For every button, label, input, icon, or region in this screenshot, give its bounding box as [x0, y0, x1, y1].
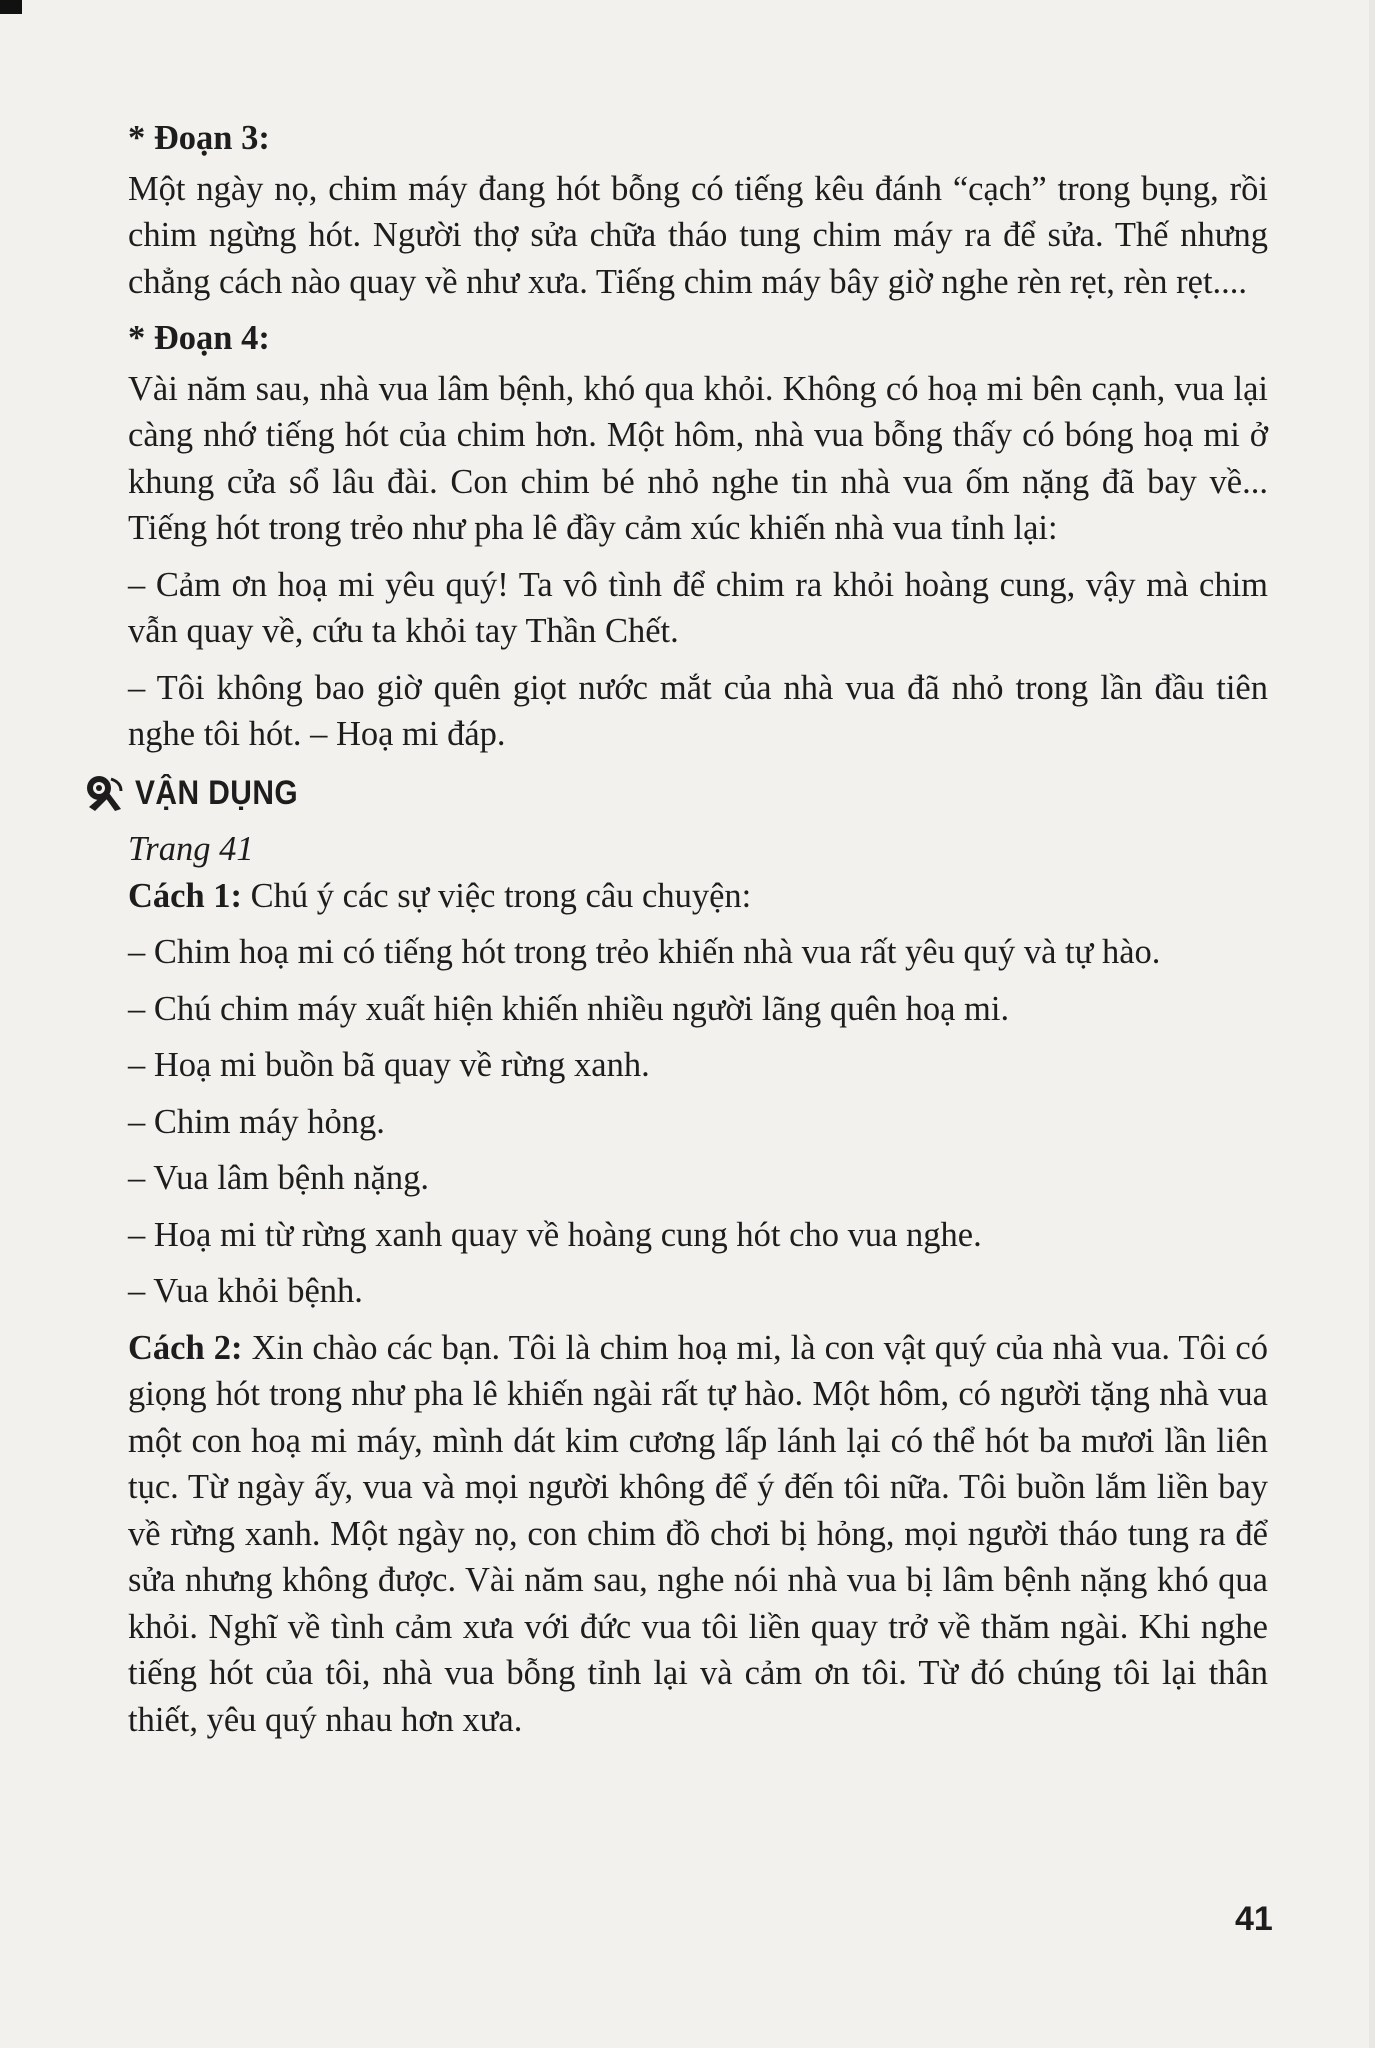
doan4-heading: * Đoạn 4: — [128, 319, 270, 357]
cach2-text — [128, 1325, 1268, 1744]
doan3-text: Một ngày nọ, chim máy đang hót bỗng có tiếng kêu đánh “cạch” trong bụng, rồi chim ngừng hót. Người thợ sửa chữa tháo tung chim máy ra để sửa. Thế nhưng chẳng cách nào quay về như xưa. Tiếng chim máy bây giờ nghe rèn rẹt, rèn rẹt.... — [128, 169, 1268, 301]
page-content — [128, 115, 1268, 1747]
cach2-label: Cách 2: — [128, 1328, 243, 1367]
cach1-item: – Chim hoạ mi có tiếng hót trong trẻo khiến nhà vua rất yêu quý và tự hào. — [128, 933, 1161, 971]
doan4-text: Vài năm sau, nhà vua lâm bệnh, khó qua khỏi. Không có hoạ mi bên cạnh, vua lại càng nhớ tiếng hót của chim hơn. Một hôm, nhà vua bỗng thấy có bóng hoạ mi ở khung cửa sổ lâu đài. Con chim bé nhỏ nghe tin nhà vua ốm nặng đã bay về... Tiếng hót trong trẻo như pha lê đầy cảm xúc khiến nhà vua tỉnh lại: — [128, 369, 1268, 547]
cach1-item: – Hoạ mi buồn bã quay về rừng xanh. — [128, 1046, 650, 1084]
apply-section-icon — [83, 773, 125, 813]
page-reference: Trang 41 — [128, 830, 254, 868]
doan4-dialogue-1: – Cảm ơn hoạ mi yêu quý! Ta vô tình để chim ra khỏi hoàng cung, vậy mà chim vẫn quay về, cứu ta khỏi tay Thần Chết. — [128, 565, 1268, 650]
cach1-item: – Vua lâm bệnh nặng. — [128, 1159, 430, 1197]
doan3-heading: * Đoạn 3: — [128, 119, 270, 157]
section-title: VẬN DỤNG — [135, 773, 299, 812]
corner-mark — [0, 0, 22, 14]
cach1-intro-text: Chú ý các sự việc trong câu chuyện: — [242, 876, 752, 915]
cach1-item: – Chim máy hỏng. — [128, 1102, 385, 1141]
cach1-intro — [128, 873, 1268, 920]
page-edge — [1369, 0, 1375, 2048]
doan4-dialogue-2: – Tôi không bao giờ quên giọt nước mắt của nhà vua đã nhỏ trong lần đầu tiên nghe tôi hót. – Hoạ mi đáp. — [128, 668, 1268, 753]
cach1-item: – Hoạ mi từ rừng xanh quay về hoàng cung hót cho vua nghe. — [128, 1215, 982, 1254]
section-heading — [83, 770, 1268, 817]
cach1-label: Cách 1: — [128, 876, 243, 915]
cach1-item: – Chú chim máy xuất hiện khiến nhiều người lãng quên hoạ mi. — [128, 989, 1010, 1028]
page-number: 41 — [1235, 1900, 1273, 1938]
cach1-item: – Vua khỏi bệnh. — [128, 1272, 363, 1310]
cach2-body: Xin chào các bạn. Tôi là chim hoạ mi, là con vật quý của nhà vua. Tôi có giọng hót trong như pha lê khiến ngài rất tự hào. Một hôm, có người tặng nhà vua một con hoạ mi máy, mình dát kim cương lấp lánh lại có thể hót ba mươi lần liên tục. Từ ngày ấy, vua và mọi người không để ý đến tôi nữa. Tôi buồn lắm liền bay về rừng xanh. Một ngày nọ, con chim đồ chơi bị hỏng, mọi người tháo tung ra để sửa nhưng không được. Vài năm sau, nghe nói nhà vua bị lâm bệnh nặng khó qua khỏi. Nghĩ về tình cảm xưa với đức vua tôi liền quay trở về thăm ngài. Khi nghe tiếng hót của tôi, nhà vua bỗng tỉnh lại và cảm ơn tôi. Từ đó chúng tôi lại thân thiết, yêu quý nhau hơn xưa. — [128, 1328, 1268, 1739]
